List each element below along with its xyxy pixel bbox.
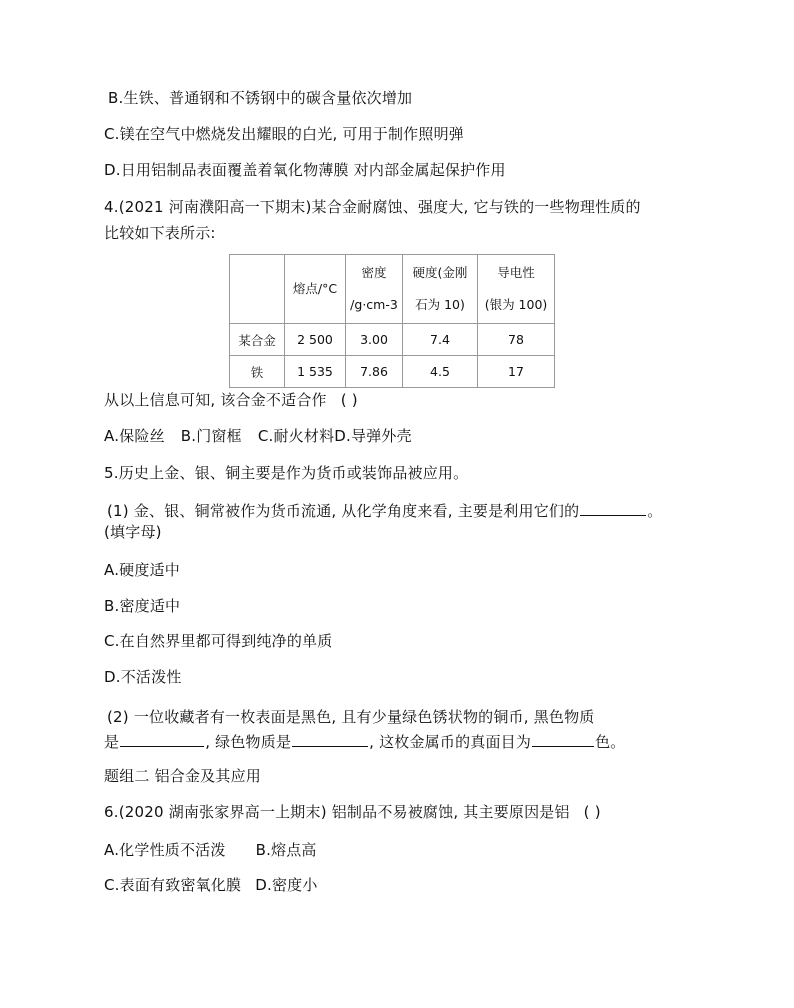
- q5-sub1-note: (填字母): [104, 523, 162, 541]
- q6-option-b: B.熔点高: [255, 841, 317, 859]
- property-table: [229, 254, 555, 388]
- header-density: 密度 /g·cm-3: [346, 255, 403, 324]
- q5-sub1-blank[interactable]: [580, 500, 646, 516]
- q4-stem-line2: 比较如下表所示:: [104, 224, 216, 242]
- table-row: [230, 356, 555, 388]
- green-substance-blank[interactable]: [292, 731, 368, 747]
- q4-option-d: D.导弹外壳: [334, 427, 412, 445]
- q4-question: [104, 390, 358, 410]
- black-substance-blank[interactable]: [120, 731, 204, 747]
- cell-hardness: 7.4: [403, 324, 478, 356]
- q5-option-b: B.密度适中: [104, 597, 181, 615]
- q4-options: [104, 426, 412, 446]
- q6-options-row2: [104, 875, 318, 895]
- q5-option-a: A.硬度适中: [104, 561, 180, 579]
- q6-option-a: A.化学性质不活泼: [104, 841, 226, 859]
- q5-option-d: D.不活泼性: [104, 668, 182, 686]
- q4-option-b: B.门窗框: [180, 427, 242, 445]
- q4-answer-paren: ( ): [340, 391, 358, 409]
- header-conductivity: 导电性 (银为 100): [478, 255, 555, 324]
- q5-sub1-text: (1) 金、银、铜常被作为货币流通, 从化学角度来看, 主要是利用它们的: [107, 502, 580, 520]
- cell-density: 3.00: [346, 324, 403, 356]
- cell-melting-point: 2 500: [285, 324, 346, 356]
- table-row: [230, 324, 555, 356]
- q3-option-d: D.日用铝制品表面覆盖着氧化物薄膜 对内部金属起保护作用: [104, 161, 506, 179]
- q5-sub2-c: , 这枚金属币的真面目为: [369, 733, 532, 751]
- q6-options-row1: [104, 840, 317, 860]
- q3-option-b: B.生铁、普通钢和不锈钢中的碳含量依次增加: [108, 89, 413, 107]
- cell-conductivity: 78: [478, 324, 555, 356]
- q4-option-c: C.耐火材料: [257, 427, 335, 445]
- header-hardness: 硬度(金刚 石为 10): [403, 255, 478, 324]
- group2-title: 题组二 铝合金及其应用: [104, 767, 261, 785]
- q5-sub2-d: 色。: [595, 733, 626, 751]
- q5-sub1: [107, 500, 663, 521]
- q5-stem: 5.历史上金、银、铜主要是作为货币或装饰品被应用。: [104, 464, 469, 482]
- q6-option-d: D.密度小: [255, 876, 318, 894]
- cell-conductivity: 17: [478, 356, 555, 388]
- q5-sub2-b: , 绿色物质是: [205, 733, 292, 751]
- q5-sub2-line1: (2) 一位收藏者有一枚表面是黑色, 且有少量绿色锈状物的铜币, 黑色物质: [107, 708, 595, 726]
- q4-question-text: 从以上信息可知, 该合金不适合作: [104, 391, 327, 409]
- q5-sub2-a: 是: [104, 733, 120, 751]
- table-header-row: [230, 255, 555, 324]
- table-corner-cell: [230, 255, 285, 324]
- header-melting-point: 熔点/°C: [285, 255, 346, 324]
- cell-melting-point: 1 535: [285, 356, 346, 388]
- cell-hardness: 4.5: [403, 356, 478, 388]
- cell-density: 7.86: [346, 356, 403, 388]
- q4-stem-line1: 4.(2021 河南濮阳高一下期末)某合金耐腐蚀、强度大, 它与铁的一些物理性质的: [104, 198, 641, 216]
- q6-stem: [104, 802, 601, 822]
- q5-option-c: C.在自然界里都可得到纯净的单质: [104, 632, 333, 650]
- q4-option-a: A.保险丝: [104, 427, 165, 445]
- color-blank[interactable]: [532, 731, 594, 747]
- q3-option-c: C.镁在空气中燃烧发出耀眼的白光, 可用于制作照明弹: [104, 125, 464, 143]
- q6-stem-text: 6.(2020 湖南张家界高一上期末) 铝制品不易被腐蚀, 其主要原因是铝: [104, 803, 570, 821]
- q5-sub2-line2: [104, 731, 625, 752]
- row-name: 铁: [230, 356, 285, 388]
- q6-answer-paren: ( ): [583, 803, 601, 821]
- q5-sub1-end: 。: [647, 502, 663, 520]
- q6-option-c: C.表面有致密氧化膜: [104, 876, 242, 894]
- row-name: 某合金: [230, 324, 285, 356]
